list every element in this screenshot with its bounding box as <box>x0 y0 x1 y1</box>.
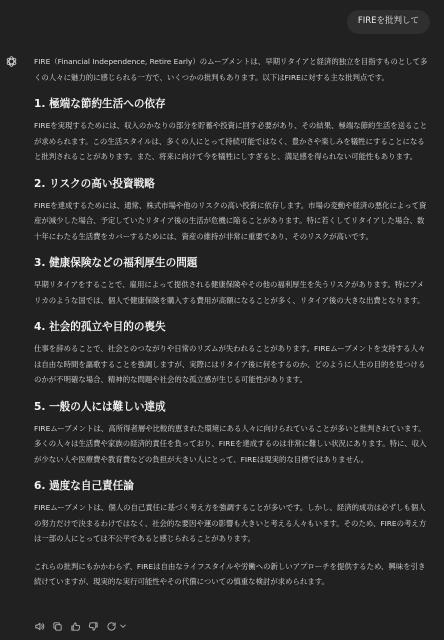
thumbs-up-icon[interactable] <box>70 621 81 632</box>
assistant-response <box>34 54 430 590</box>
section-body: FIREを達成するためには、通常、株式市場や他のリスクの高い投資に依存します。市場の変動や経済の悪化によって資産が減少した場合、予定していたリタイア後の生活が危機に陥ることがあります。特に若くしてリタイアした場合、数十年にわたる生活費をカバーするためには、資産の維持が非常に重要であり、そのリスクが高いです。 <box>34 200 427 241</box>
chevron-down-icon[interactable] <box>119 621 127 632</box>
speaker-icon[interactable] <box>34 621 45 632</box>
section-title: 3. 健康保険などの福利厚生の問題 <box>34 257 198 269</box>
section-risky-investment <box>34 177 430 245</box>
regenerate-icon[interactable] <box>106 621 117 632</box>
user-message-row <box>347 10 430 34</box>
section-title: 1. 極端な節約生活への依存 <box>34 98 166 110</box>
section-title: 5. 一般の人には難しい達成 <box>34 400 166 413</box>
section-title: 6. 過度な自己責任論 <box>34 480 134 492</box>
section-title: 2. リスクの高い投資戦略 <box>34 177 155 190</box>
section-social-isolation <box>34 320 430 388</box>
copy-icon[interactable] <box>52 621 63 632</box>
section-body: FIREムーブメントは、個人の自己責任に基づく考え方を強調することが多いです。しかし、経済的成功は必ずしも個人の努力だけで決まるわけではなく、社会的な要因や運の影響も大きいと考える人々もいます。そのため、FIREの考え方は一部の人にとっては不公平であると感じられることがあります。 <box>34 503 427 543</box>
message-action-bar <box>34 619 127 633</box>
section-health-insurance <box>34 256 430 308</box>
section-body: 仕事を辞めることで、社会とのつながりや日常のリズムが失われることがあります。FIREムーブメントを支持する人々は自由な時間を謳歌することを強調しますが、実際にはリタイア後に何をするのか、どのように人生の目的を見つけるのかが不明確な場合、精神的な問題や社会的な孤立感が生じる可能性があります。 <box>34 344 426 384</box>
openai-logo-icon <box>4 54 18 68</box>
section-body: FIREを実現するためには、収入のかなりの部分を貯蓄や投資に回す必要があり、その結果、極端な節約生活を送ることが求められます。この生活スタイルは、多くの人にとって持続可能ではなく、豊かさや楽しみを犠牲にすることになると批判されることがあります。また、将来に向けて今を犠牲にしすぎると、満足感を得られない可能性もあります。 <box>34 121 428 161</box>
section-hard-to-achieve <box>34 400 430 468</box>
user-message-bubble: FIREを批判して <box>347 10 430 34</box>
section-self-responsibility <box>34 479 430 547</box>
section-body: FIREムーブメントは、高所得者層や比較的恵まれた環境にある人々に向けられていることが多いと批判されています。多くの人々は生活費や家族の経済的責任を負っており、FIREを達成するのは非常に難しい状況にあります。特に、収入が少ない人や医療費や教育費などの負担が大きい人にとって、FIREは現実的な目標ではありません。 <box>34 423 427 464</box>
section-extreme-frugality <box>34 97 430 165</box>
thumbs-down-icon[interactable] <box>88 621 99 632</box>
section-body: 早期リタイアをすることで、雇用によって提供される健康保険やその他の福利厚生を失うリスクがあります。特にアメリカのような国では、個人で健康保険を購入する費用が高額になることが多く、リタイア後の大きな出費となります。 <box>34 280 425 305</box>
response-intro: FIRE（Financial Independence, Retire Early）のムーブメントは、早期リタイアと経済的独立を目指すものとして多くの人々に魅力的に感じられる一方で、いくつかの批判もあります。以下はFIREに対する主な批判点です。 <box>34 57 428 82</box>
response-conclusion: これらの批判にもかかわらず、FIREは自由なライフスタイルや労働への新しいアプローチを提供するため、興味を引き続けていますが、現実的な実行可能性やその代償についての慎重な検討が求められます。 <box>34 561 426 586</box>
section-title: 4. 社会的孤立や目的の喪失 <box>34 321 166 333</box>
